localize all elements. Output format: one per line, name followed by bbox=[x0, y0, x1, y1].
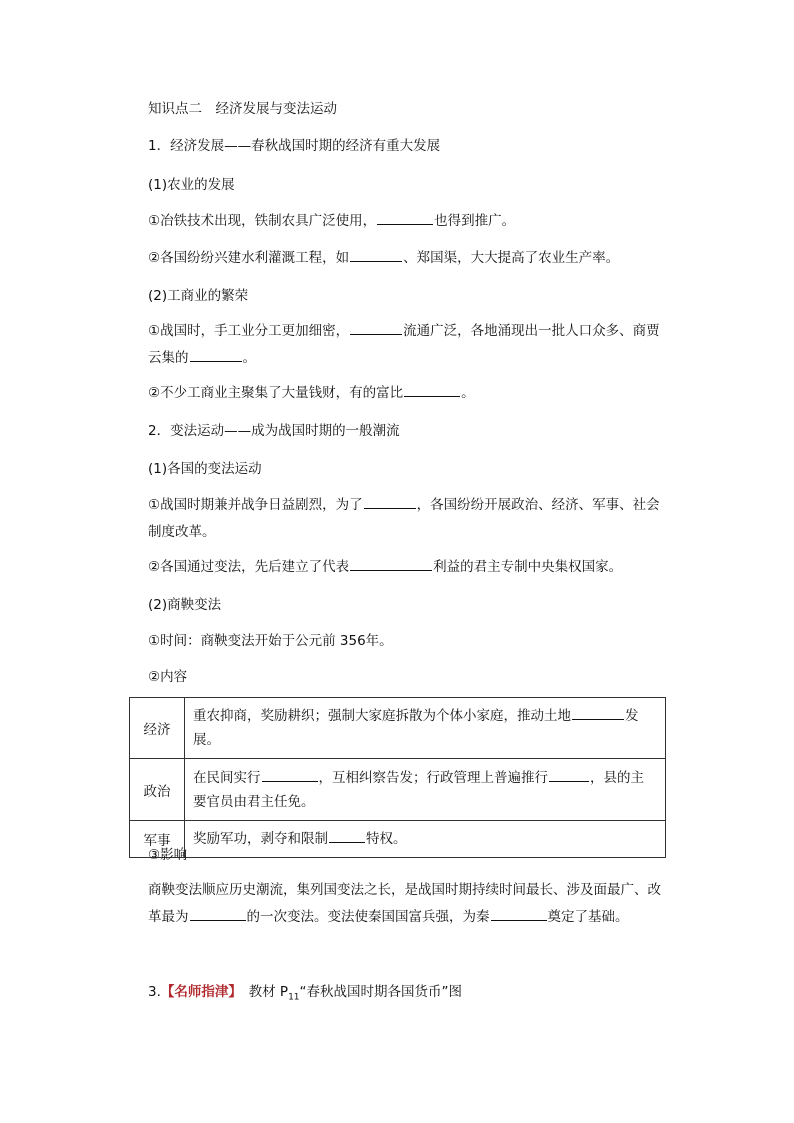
reform-item-1: ①战国时期兼并战争日益剧烈，为了 ，各国纷纷开展政治、经济、军事、社会 制度改革。 bbox=[148, 497, 660, 540]
teacher-tip: 3.【名师指津】 教材 $P_{11}“$春秋战国时期各国货币”图 bbox=[148, 984, 463, 1003]
fill-blank bbox=[350, 249, 402, 262]
fill-blank bbox=[350, 558, 432, 571]
teacher-tip-tag: 【名师指津】 bbox=[160, 984, 236, 1000]
table-row bbox=[130, 759, 666, 821]
reform-item-2: ②各国通过变法，先后建立了代表 利益的君主专制中央集权国家。 bbox=[148, 559, 623, 575]
part1-heading: 1．经济发展——春秋战国时期的经济有重大发展 bbox=[148, 138, 441, 154]
table-row bbox=[130, 698, 666, 759]
shangyang-content-title: ②内容 bbox=[148, 669, 188, 685]
fill-blank bbox=[190, 349, 242, 362]
fill-blank bbox=[572, 707, 624, 720]
part2-heading: 2．变法运动——成为战国时期的一般潮流 bbox=[148, 423, 400, 439]
fill-blank bbox=[350, 322, 402, 335]
row-label: 军事 bbox=[130, 821, 185, 858]
commerce-title: (2)工商业的繁荣 bbox=[148, 288, 249, 304]
row-text: 奖励军功，剥夺和限制 特权。 bbox=[185, 821, 666, 858]
commerce-item-1: ①战国时，手工业分工更加细密， 流通广泛，各地涌现出一批人口众多、商贾 云集的 。 bbox=[148, 323, 660, 366]
fill-blank bbox=[190, 908, 246, 921]
fill-blank bbox=[329, 830, 365, 843]
shangyang-time: ①时间：商鞅变法开始于公元前 356年。 bbox=[148, 633, 393, 649]
agri-title: (1)农业的发展 bbox=[148, 177, 235, 193]
commerce-item-2: ②不少工商业主聚集了大量钱财，有的富比 。 bbox=[148, 385, 475, 401]
row-label: 经济 bbox=[130, 698, 185, 759]
fill-blank bbox=[549, 769, 589, 782]
fill-blank bbox=[491, 908, 547, 921]
section-title: 知识点二 经济发展与变法运动 bbox=[148, 101, 337, 117]
row-text: 在民间实行 ，互相纠察告发；行政管理上普遍推行 ，县的主要官员由君主任免。 bbox=[185, 759, 666, 821]
row-text: 重农抑商，奖励耕织；强制大家庭拆散为个体小家庭，推动土地 发展。 bbox=[185, 698, 666, 759]
agri-item-2: ②各国纷纷兴建水利灌溉工程，如 、郑国渠，大大提高了农业生产率。 bbox=[148, 250, 620, 266]
row-label: 政治 bbox=[130, 759, 185, 821]
impact-title: ③影响 bbox=[148, 847, 188, 863]
reform-title: (1)各国的变法运动 bbox=[148, 461, 262, 477]
shangyang-title: (2)商鞅变法 bbox=[148, 597, 222, 613]
reform-content-table bbox=[129, 697, 666, 858]
impact-paragraph: 商鞅变法顺应历史潮流，集列国变法之长，是战国时期持续时间最长、涉及面最广、改 革最为 的一次变法。变法使秦国国富兵强，为秦 奠定了基础。 bbox=[148, 882, 661, 925]
fill-blank bbox=[404, 384, 460, 397]
fill-blank bbox=[364, 496, 416, 509]
agri-item-1: ①冶铁技术出现，铁制农具广泛使用， 也得到推广。 bbox=[148, 213, 516, 229]
fill-blank bbox=[262, 769, 318, 782]
fill-blank bbox=[377, 212, 433, 225]
table-row bbox=[130, 821, 666, 858]
